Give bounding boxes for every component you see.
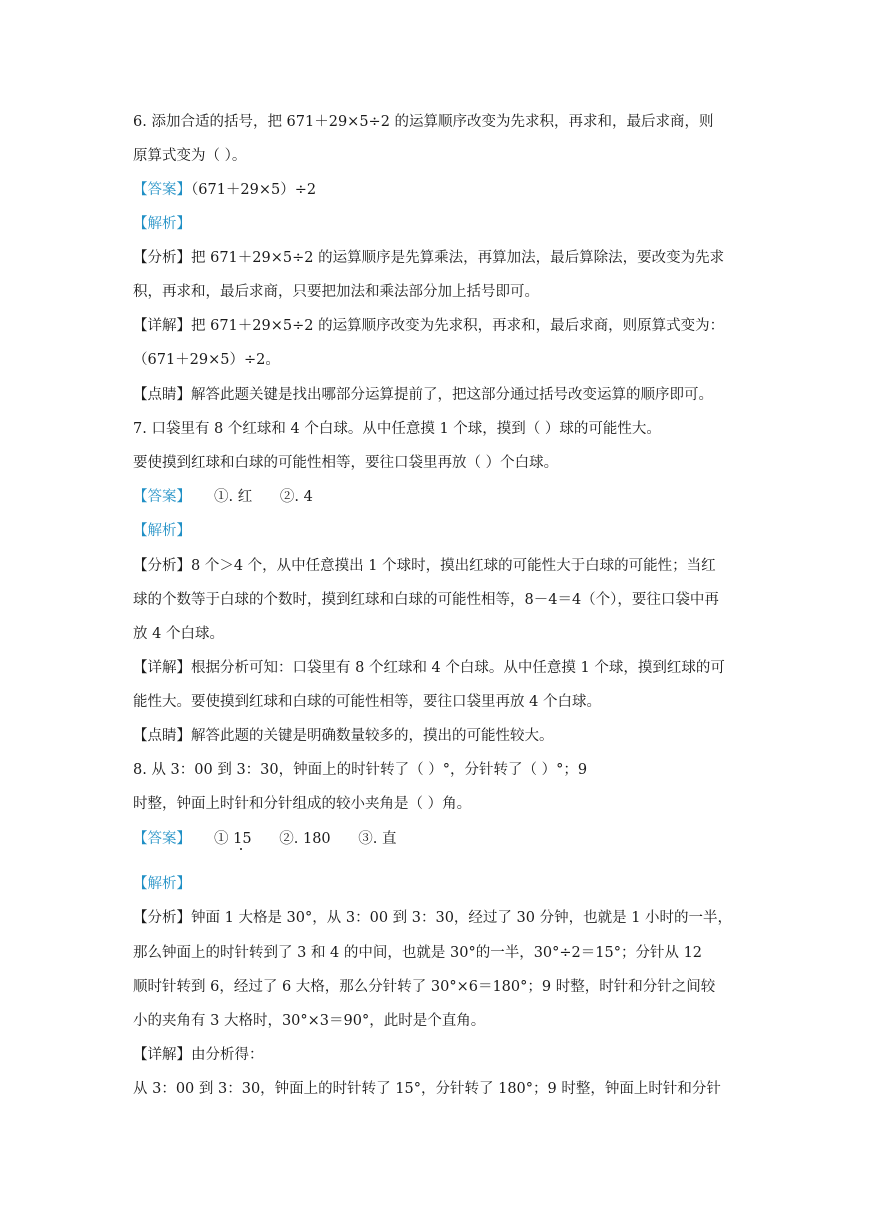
q8-fenxi-line-4: 小的夹角有 3 大格时，30°×3＝90°，此时是个直角。: [133, 1013, 486, 1029]
q7-question-line-2: 要使摸到红球和白球的可能性相等，要往口袋里再放（ ）个白球。: [133, 455, 559, 471]
q6-fenxi-line-2: 积，再求和，最后求商，只要把加法和乘法部分加上括号即可。: [133, 284, 539, 300]
analysis-label: 【解析】: [133, 876, 191, 892]
answer-text: ① 15 ②. 180 ③. 直: [191, 831, 397, 847]
analysis-label: 【解析】: [133, 216, 191, 232]
dianjing-text: 解答此题关键是找出哪部分运算提前了，把这部分通过括号改变运算的顺序即可。: [191, 387, 713, 403]
fenxi-text: 8 个＞4 个，从中任意摸出 1 个球时，摸出红球的可能性大于白球的可能性；当红: [191, 558, 716, 574]
q6-xiangjie-line-1: [133, 316, 724, 336]
xiangjie-label: 【详解】: [133, 1047, 191, 1063]
xiangjie-label: 【详解】: [133, 318, 191, 334]
q6-dianjing: [133, 385, 713, 405]
xiangjie-text: 由分析得：: [191, 1047, 264, 1063]
xiangjie-text: 把 671＋29×5÷2 的运算顺序改变为先求积，再求和，最后求商，则原算式变为：: [191, 318, 725, 334]
q6-question-line-1: 6. 添加合适的括号，把 671＋29×5÷2 的运算顺序改变为先求积，再求和，最后求商，则: [133, 114, 714, 130]
stray-dot-mark: [240, 848, 242, 850]
q7-dianjing: [133, 726, 554, 746]
q8-question-line-1: 8. 从 3：00 到 3：30，钟面上的时针转了（ ）°，分针转了（ ）°；9: [133, 762, 588, 778]
q7-analysis-heading: [133, 521, 191, 541]
dianjing-label: 【点睛】: [133, 387, 191, 403]
dianjing-label: 【点睛】: [133, 728, 191, 744]
q8-xiangjie-line-2: 从 3：00 到 3：30，钟面上的时针转了 15°，分针转了 180°；9 时整，钟面上时针和分针: [133, 1081, 721, 1097]
q7-fenxi-line-2: 球的个数等于白球的个数时，摸到红球和白球的可能性相等，8－4＝4（个），要往口袋中再: [133, 592, 719, 608]
q7-xiangjie-line-2: 能性大。要使摸到红球和白球的可能性相等，要往口袋里再放 4 个白球。: [133, 694, 601, 710]
fenxi-label: 【分析】: [133, 250, 191, 266]
q7-question-line-1: 7. 口袋里有 8 个红球和 4 个白球。从中任意摸 1 个球，摸到（ ）球的可能性大。: [133, 421, 661, 437]
q8-fenxi-line-1: [133, 908, 732, 928]
q7-answer: [133, 487, 313, 507]
answer-label: 【答案】: [133, 831, 191, 847]
xiangjie-label: 【详解】: [133, 660, 191, 676]
q8-answer: [133, 829, 397, 849]
answer-label: 【答案】: [133, 182, 191, 198]
q8-fenxi-line-3: 顺时针转到 6，经过了 6 大格，那么分针转了 30°×6＝180°；9 时整，时针和分针之间较: [133, 979, 716, 995]
answer-text: ①. 红 ②. 4: [191, 489, 313, 505]
dianjing-text: 解答此题的关键是明确数量较多的，摸出的可能性较大。: [191, 728, 554, 744]
q7-fenxi-line-3: 放 4 个白球。: [133, 626, 224, 642]
answer-text: （671＋29×5）÷2: [191, 182, 317, 198]
q8-fenxi-line-2: 那么钟面上的时针转到了 3 和 4 的中间，也就是 30°的一半，30°÷2＝15°；分针从 12: [133, 945, 703, 961]
fenxi-text: 钟面 1 大格是 30°，从 3：00 到 3：30，经过了 30 分钟，也就是 1 小时的一半，: [191, 910, 733, 926]
answer-label: 【答案】: [133, 489, 191, 505]
q6-question-line-2: 原算式变为（ ）。: [133, 148, 247, 164]
q7-fenxi-line-1: [133, 556, 716, 576]
q7-xiangjie-line-1: [133, 658, 725, 678]
q8-xiangjie-line-1: [133, 1045, 264, 1065]
analysis-label: 【解析】: [133, 523, 191, 539]
q8-question-line-2: 时整，钟面上时针和分针组成的较小夹角是（ ）角。: [133, 796, 472, 812]
fenxi-label: 【分析】: [133, 558, 191, 574]
fenxi-label: 【分析】: [133, 910, 191, 926]
q6-fenxi-line-1: [133, 248, 724, 268]
q8-analysis-heading: [133, 874, 191, 894]
q6-xiangjie-line-2: （671＋29×5）÷2。: [133, 352, 280, 368]
fenxi-text: 把 671＋29×5÷2 的运算顺序是先算乘法，再算加法，最后算除法，要改变为先求: [191, 250, 725, 266]
q6-answer: [133, 180, 316, 200]
xiangjie-text: 根据分析可知：口袋里有 8 个红球和 4 个白球。从中任意摸 1 个球，摸到红球的可: [191, 660, 725, 676]
q6-analysis-heading: [133, 214, 191, 234]
